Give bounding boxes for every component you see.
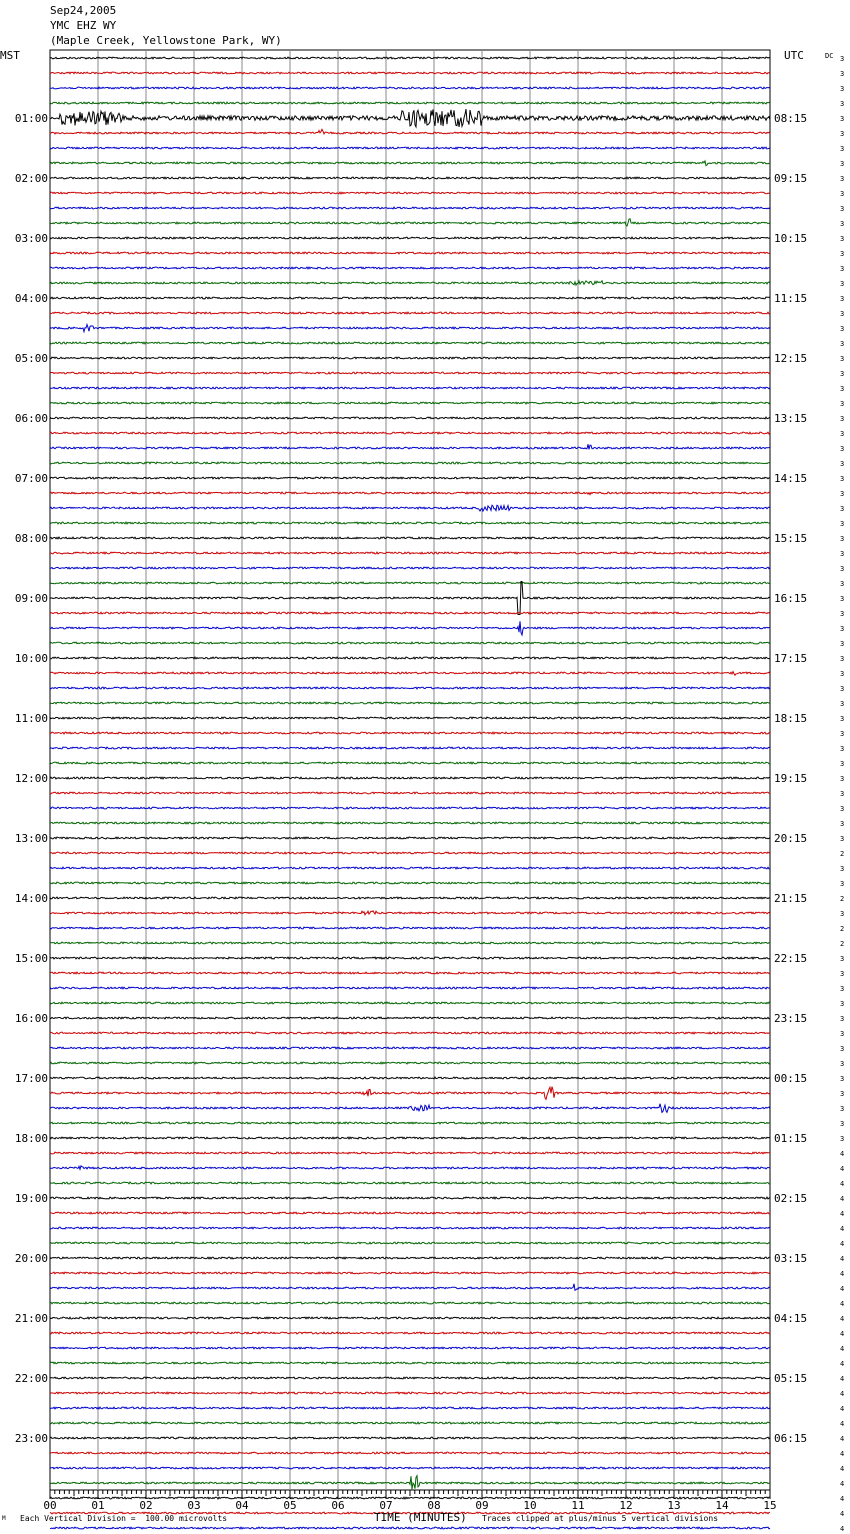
dc-offset-label: 3 (840, 760, 845, 768)
x-tick-label: 04 (235, 1499, 249, 1512)
dc-offset-label: 2 (840, 940, 845, 948)
seismic-trace (50, 387, 770, 389)
x-tick-label: 10 (523, 1499, 537, 1512)
dc-offset-label: 3 (840, 100, 845, 108)
hour-label-left: 10:00 (14, 652, 48, 665)
hour-label-right: 19:15 (774, 772, 808, 785)
seismic-trace (50, 109, 770, 127)
seismic-trace (50, 792, 770, 794)
dc-offset-label: 3 (840, 175, 845, 183)
hour-label-right: 00:15 (774, 1072, 808, 1085)
seismic-trace (50, 852, 770, 854)
hour-label-left: 02:00 (14, 172, 48, 185)
dc-offset-label: 3 (840, 910, 845, 918)
seismic-trace (50, 87, 770, 89)
seismic-trace (50, 1392, 770, 1394)
seismic-trace (50, 1497, 770, 1499)
dc-offset-label: 4 (840, 1285, 845, 1293)
seismic-trace (50, 1437, 770, 1439)
hour-label-right: 06:15 (774, 1432, 808, 1445)
scale-note: Each Vertical Division = 100.00 microvolts (20, 1514, 228, 1523)
hour-label-left: 06:00 (14, 412, 48, 425)
dc-offset-label: 4 (840, 1525, 845, 1533)
dc-offset-label: 3 (840, 550, 845, 558)
dc-offset-label: 3 (840, 160, 845, 168)
clip-note: Traces clipped at plus/minus 5 vertical divisions (482, 1514, 719, 1523)
dc-offset-label: 3 (840, 370, 845, 378)
station-location: (Maple Creek, Yellowstone Park, WY) (50, 34, 282, 47)
dc-offset-label: 3 (840, 595, 845, 603)
seismic-trace (50, 1002, 770, 1004)
seismic-trace (50, 1182, 770, 1184)
x-axis-title: TIME (MINUTES) (374, 1511, 467, 1524)
dc-offset-label: 4 (840, 1210, 845, 1218)
dc-offset-label: 4 (840, 1375, 845, 1383)
seismic-trace (50, 1077, 770, 1079)
dc-offset-label: 3 (840, 580, 845, 588)
seismic-trace (50, 807, 770, 809)
seismic-trace (50, 612, 770, 614)
dc-offset-label: 3 (840, 1015, 845, 1023)
hour-label-left: 03:00 (14, 232, 48, 245)
dc-offset-label: 4 (840, 1345, 845, 1353)
seismic-trace (50, 777, 770, 779)
hour-label-left: 04:00 (14, 292, 48, 305)
dc-offset-label: 3 (840, 340, 845, 348)
seismic-trace (50, 432, 770, 434)
seismic-trace (50, 702, 770, 704)
hour-label-left: 01:00 (14, 112, 48, 125)
seismic-trace (50, 1087, 770, 1100)
x-tick-label: 03 (187, 1499, 201, 1512)
seismic-trace (50, 867, 770, 869)
seismic-trace (50, 672, 770, 676)
dc-offset-label: 4 (840, 1495, 845, 1503)
dc-offset-label: 4 (840, 1450, 845, 1458)
seismic-trace (50, 219, 770, 226)
dc-offset-label: 3 (840, 235, 845, 243)
dc-offset-label: 4 (840, 1360, 845, 1368)
dc-offset-label: 3 (840, 535, 845, 543)
dc-column-label: DC (825, 52, 834, 60)
dc-offset-label: 3 (840, 1120, 845, 1128)
dc-offset-label: 3 (840, 1060, 845, 1068)
seismic-trace (50, 1197, 770, 1199)
dc-offset-label: 4 (840, 1420, 845, 1428)
dc-offset-label: 3 (840, 385, 845, 393)
seismic-trace (50, 942, 770, 944)
seismic-trace (50, 1377, 770, 1379)
seismic-trace (50, 357, 770, 359)
hour-label-left: 20:00 (14, 1252, 48, 1265)
seismic-trace (50, 1284, 770, 1291)
dc-offset-label: 3 (840, 505, 845, 513)
dc-offset-label: 3 (840, 190, 845, 198)
dc-offset-label: 4 (840, 1195, 845, 1203)
dc-offset-label: 3 (840, 775, 845, 783)
seismic-trace (50, 325, 770, 332)
x-tick-label: 15 (763, 1499, 777, 1512)
dc-offset-label: 4 (840, 1225, 845, 1233)
seismic-trace (50, 147, 770, 149)
dc-offset-label: 3 (840, 520, 845, 528)
dc-offset-label: 3 (840, 460, 845, 468)
dc-offset-label: 3 (840, 670, 845, 678)
seismic-trace (50, 972, 770, 974)
seismic-trace (50, 207, 770, 209)
hour-label-left: 17:00 (14, 1072, 48, 1085)
seismic-trace (50, 1212, 770, 1214)
dc-offset-label: 3 (840, 1030, 845, 1038)
hour-label-right: 17:15 (774, 652, 808, 665)
x-tick-label: 14 (715, 1499, 729, 1512)
x-tick-label: 09 (475, 1499, 489, 1512)
seismic-trace (50, 505, 770, 511)
hour-label-left: 16:00 (14, 1012, 48, 1025)
seismic-trace (50, 1527, 770, 1529)
hour-label-right: 16:15 (774, 592, 808, 605)
station-code: YMC EHZ WY (50, 19, 117, 32)
dc-offset-label: 3 (840, 610, 845, 618)
seismic-trace (50, 237, 770, 239)
seismic-trace (50, 522, 770, 524)
dc-offset-label: 3 (840, 55, 845, 63)
dc-offset-label: 3 (840, 565, 845, 573)
left-timezone-label: MST (0, 49, 20, 62)
seismic-trace (50, 1332, 770, 1334)
dc-offset-label: 3 (840, 205, 845, 213)
x-tick-label: 05 (283, 1499, 297, 1512)
dc-offset-label: 3 (840, 730, 845, 738)
dc-offset-label: 3 (840, 685, 845, 693)
dc-offset-label: 4 (840, 1435, 845, 1443)
dc-offset-label: 3 (840, 265, 845, 273)
seismic-trace (50, 1137, 770, 1139)
seismic-trace (50, 567, 770, 569)
seismic-trace (50, 1467, 770, 1469)
dc-offset-label: 4 (840, 1510, 845, 1518)
hour-label-right: 14:15 (774, 472, 808, 485)
seismic-trace (50, 462, 770, 464)
dc-offset-label: 3 (840, 115, 845, 123)
dc-offset-label: 3 (840, 640, 845, 648)
hour-label-right: 11:15 (774, 292, 808, 305)
seismic-trace (50, 1062, 770, 1064)
seismic-trace (50, 1317, 770, 1319)
hour-label-left: 13:00 (14, 832, 48, 845)
x-tick-label: 02 (139, 1499, 153, 1512)
x-tick-label: 08 (427, 1499, 441, 1512)
seismic-trace (50, 717, 770, 719)
hour-label-left: 15:00 (14, 952, 48, 965)
hour-label-right: 05:15 (774, 1372, 808, 1385)
hour-label-right: 01:15 (774, 1132, 808, 1145)
seismic-trace (50, 1047, 770, 1049)
seismic-trace (50, 642, 770, 644)
hour-label-right: 02:15 (774, 1192, 808, 1205)
dc-offset-label: 3 (840, 310, 845, 318)
seismic-trace (50, 987, 770, 989)
x-tick-label: 11 (571, 1499, 585, 1512)
seismic-trace (50, 342, 770, 344)
x-tick-label: 12 (619, 1499, 633, 1512)
dc-offset-label: 3 (840, 130, 845, 138)
seismic-trace (50, 747, 770, 749)
hour-label-right: 08:15 (774, 112, 808, 125)
dc-offset-label: 3 (840, 430, 845, 438)
dc-offset-label: 3 (840, 1090, 845, 1098)
dc-offset-label: 4 (840, 1150, 845, 1158)
seismic-trace (50, 687, 770, 689)
seismic-trace (50, 1032, 770, 1034)
seismic-trace (50, 267, 770, 269)
dc-offset-label: 3 (840, 325, 845, 333)
seismic-trace (50, 657, 770, 659)
seismic-trace (50, 129, 770, 134)
seismic-trace (50, 417, 770, 419)
seismic-trace (50, 552, 770, 554)
seismic-trace (50, 72, 770, 74)
dc-offset-label: 3 (840, 880, 845, 888)
seismic-trace (50, 1227, 770, 1229)
dc-offset-label: 4 (840, 1165, 845, 1173)
dc-offset-label: 3 (840, 955, 845, 963)
hour-label-left: 21:00 (14, 1312, 48, 1325)
seismic-trace (50, 1104, 770, 1113)
dc-offset-label: 4 (840, 1465, 845, 1473)
dc-offset-label: 3 (840, 280, 845, 288)
footer-marker: M (2, 1515, 6, 1522)
seismic-trace (50, 1407, 770, 1409)
seismic-trace (50, 582, 770, 584)
seismic-trace (50, 402, 770, 404)
seismic-trace (50, 957, 770, 959)
dc-offset-label: 3 (840, 220, 845, 228)
x-tick-label: 01 (91, 1499, 105, 1512)
dc-offset-label: 3 (840, 355, 845, 363)
dc-offset-label: 4 (840, 1270, 845, 1278)
hour-label-right: 03:15 (774, 1252, 808, 1265)
hour-label-left: 19:00 (14, 1192, 48, 1205)
dc-offset-label: 3 (840, 805, 845, 813)
seismic-trace (50, 1347, 770, 1349)
dc-offset-label: 3 (840, 820, 845, 828)
seismic-trace (50, 927, 770, 929)
plot-date: Sep24,2005 (50, 4, 117, 17)
dc-offset-label: 4 (840, 1240, 845, 1248)
hour-label-left: 12:00 (14, 772, 48, 785)
hour-label-right: 18:15 (774, 712, 808, 725)
dc-offset-label: 3 (840, 835, 845, 843)
seismic-trace (50, 312, 770, 314)
dc-offset-label: 3 (840, 970, 845, 978)
dc-offset-label: 3 (840, 700, 845, 708)
seismic-trace (50, 297, 770, 299)
hour-label-left: 11:00 (14, 712, 48, 725)
dc-offset-label: 3 (840, 625, 845, 633)
seismic-trace (50, 1242, 770, 1244)
dc-offset-label: 3 (840, 655, 845, 663)
seismic-trace (50, 1452, 770, 1454)
seismic-trace (50, 477, 770, 479)
hour-label-right: 13:15 (774, 412, 808, 425)
dc-offset-label: 4 (840, 1330, 845, 1338)
hour-label-right: 23:15 (774, 1012, 808, 1025)
seismic-trace (50, 372, 770, 374)
seismic-trace (50, 1476, 770, 1490)
x-tick-label: 13 (667, 1499, 681, 1512)
seismic-trace (50, 1122, 770, 1124)
seismic-trace (50, 57, 770, 59)
right-timezone-label: UTC (784, 49, 804, 62)
seismic-trace (50, 161, 770, 166)
dc-offset-label: 3 (840, 85, 845, 93)
seismic-trace (50, 897, 770, 899)
x-tick-label: 00 (43, 1499, 57, 1512)
dc-offset-label: 3 (840, 745, 845, 753)
dc-offset-label: 3 (840, 865, 845, 873)
dc-offset-label: 4 (840, 1300, 845, 1308)
hour-label-right: 22:15 (774, 952, 808, 965)
seismic-trace (50, 621, 770, 635)
dc-offset-label: 2 (840, 925, 845, 933)
hour-label-right: 21:15 (774, 892, 808, 905)
hour-label-right: 04:15 (774, 1312, 808, 1325)
dc-offset-label: 3 (840, 985, 845, 993)
dc-offset-label: 3 (840, 145, 845, 153)
hour-label-right: 20:15 (774, 832, 808, 845)
dc-offset-label: 3 (840, 715, 845, 723)
hour-label-left: 07:00 (14, 472, 48, 485)
seismic-trace (50, 444, 770, 449)
hour-label-left: 22:00 (14, 1372, 48, 1385)
hour-label-left: 08:00 (14, 532, 48, 545)
seismic-trace (50, 822, 770, 824)
hour-label-left: 09:00 (14, 592, 48, 605)
dc-offset-label: 3 (840, 250, 845, 258)
dc-offset-label: 3 (840, 400, 845, 408)
seismic-trace (50, 732, 770, 734)
seismic-trace (50, 192, 770, 194)
seismic-trace (50, 537, 770, 539)
dc-offset-label: 3 (840, 1045, 845, 1053)
dc-offset-label: 3 (840, 1105, 845, 1113)
dc-offset-label: 4 (840, 1315, 845, 1323)
dc-offset-label: 4 (840, 1390, 845, 1398)
hour-label-right: 12:15 (774, 352, 808, 365)
seismic-trace (50, 102, 770, 104)
seismic-trace (50, 1166, 770, 1170)
hour-label-right: 09:15 (774, 172, 808, 185)
seismic-trace (50, 882, 770, 884)
dc-offset-label: 2 (840, 895, 845, 903)
seismic-trace (50, 1302, 770, 1304)
x-tick-label: 07 (379, 1499, 393, 1512)
seismic-trace (50, 837, 770, 839)
seismic-trace (50, 252, 770, 254)
seismic-trace (50, 492, 770, 495)
dc-offset-label: 2 (840, 850, 845, 858)
seismic-trace (50, 762, 770, 764)
dc-offset-label: 3 (840, 445, 845, 453)
seismic-trace (50, 1272, 770, 1274)
seismic-trace (50, 1257, 770, 1259)
seismic-trace (50, 1422, 770, 1424)
seismic-trace (50, 281, 770, 285)
seismic-trace (50, 1017, 770, 1019)
dc-offset-label: 3 (840, 295, 845, 303)
hour-label-left: 05:00 (14, 352, 48, 365)
dc-offset-label: 3 (840, 790, 845, 798)
dc-offset-label: 4 (840, 1180, 845, 1188)
dc-offset-label: 3 (840, 70, 845, 78)
dc-offset-label: 3 (840, 415, 845, 423)
seismic-trace (50, 177, 770, 179)
seismic-trace (50, 582, 770, 615)
seismic-trace (50, 1152, 770, 1154)
hour-label-left: 23:00 (14, 1432, 48, 1445)
hour-label-left: 14:00 (14, 892, 48, 905)
dc-offset-label: 3 (840, 490, 845, 498)
dc-offset-label: 4 (840, 1405, 845, 1413)
dc-offset-label: 4 (840, 1480, 845, 1488)
dc-offset-label: 4 (840, 1255, 845, 1263)
hour-label-left: 18:00 (14, 1132, 48, 1145)
dc-offset-label: 3 (840, 1135, 845, 1143)
dc-offset-label: 3 (840, 1075, 845, 1083)
hour-label-right: 15:15 (774, 532, 808, 545)
dc-offset-label: 3 (840, 1000, 845, 1008)
seismic-trace (50, 1362, 770, 1364)
hour-label-right: 10:15 (774, 232, 808, 245)
seismic-trace (50, 911, 770, 915)
dc-offset-label: 3 (840, 475, 845, 483)
x-tick-label: 06 (331, 1499, 345, 1512)
